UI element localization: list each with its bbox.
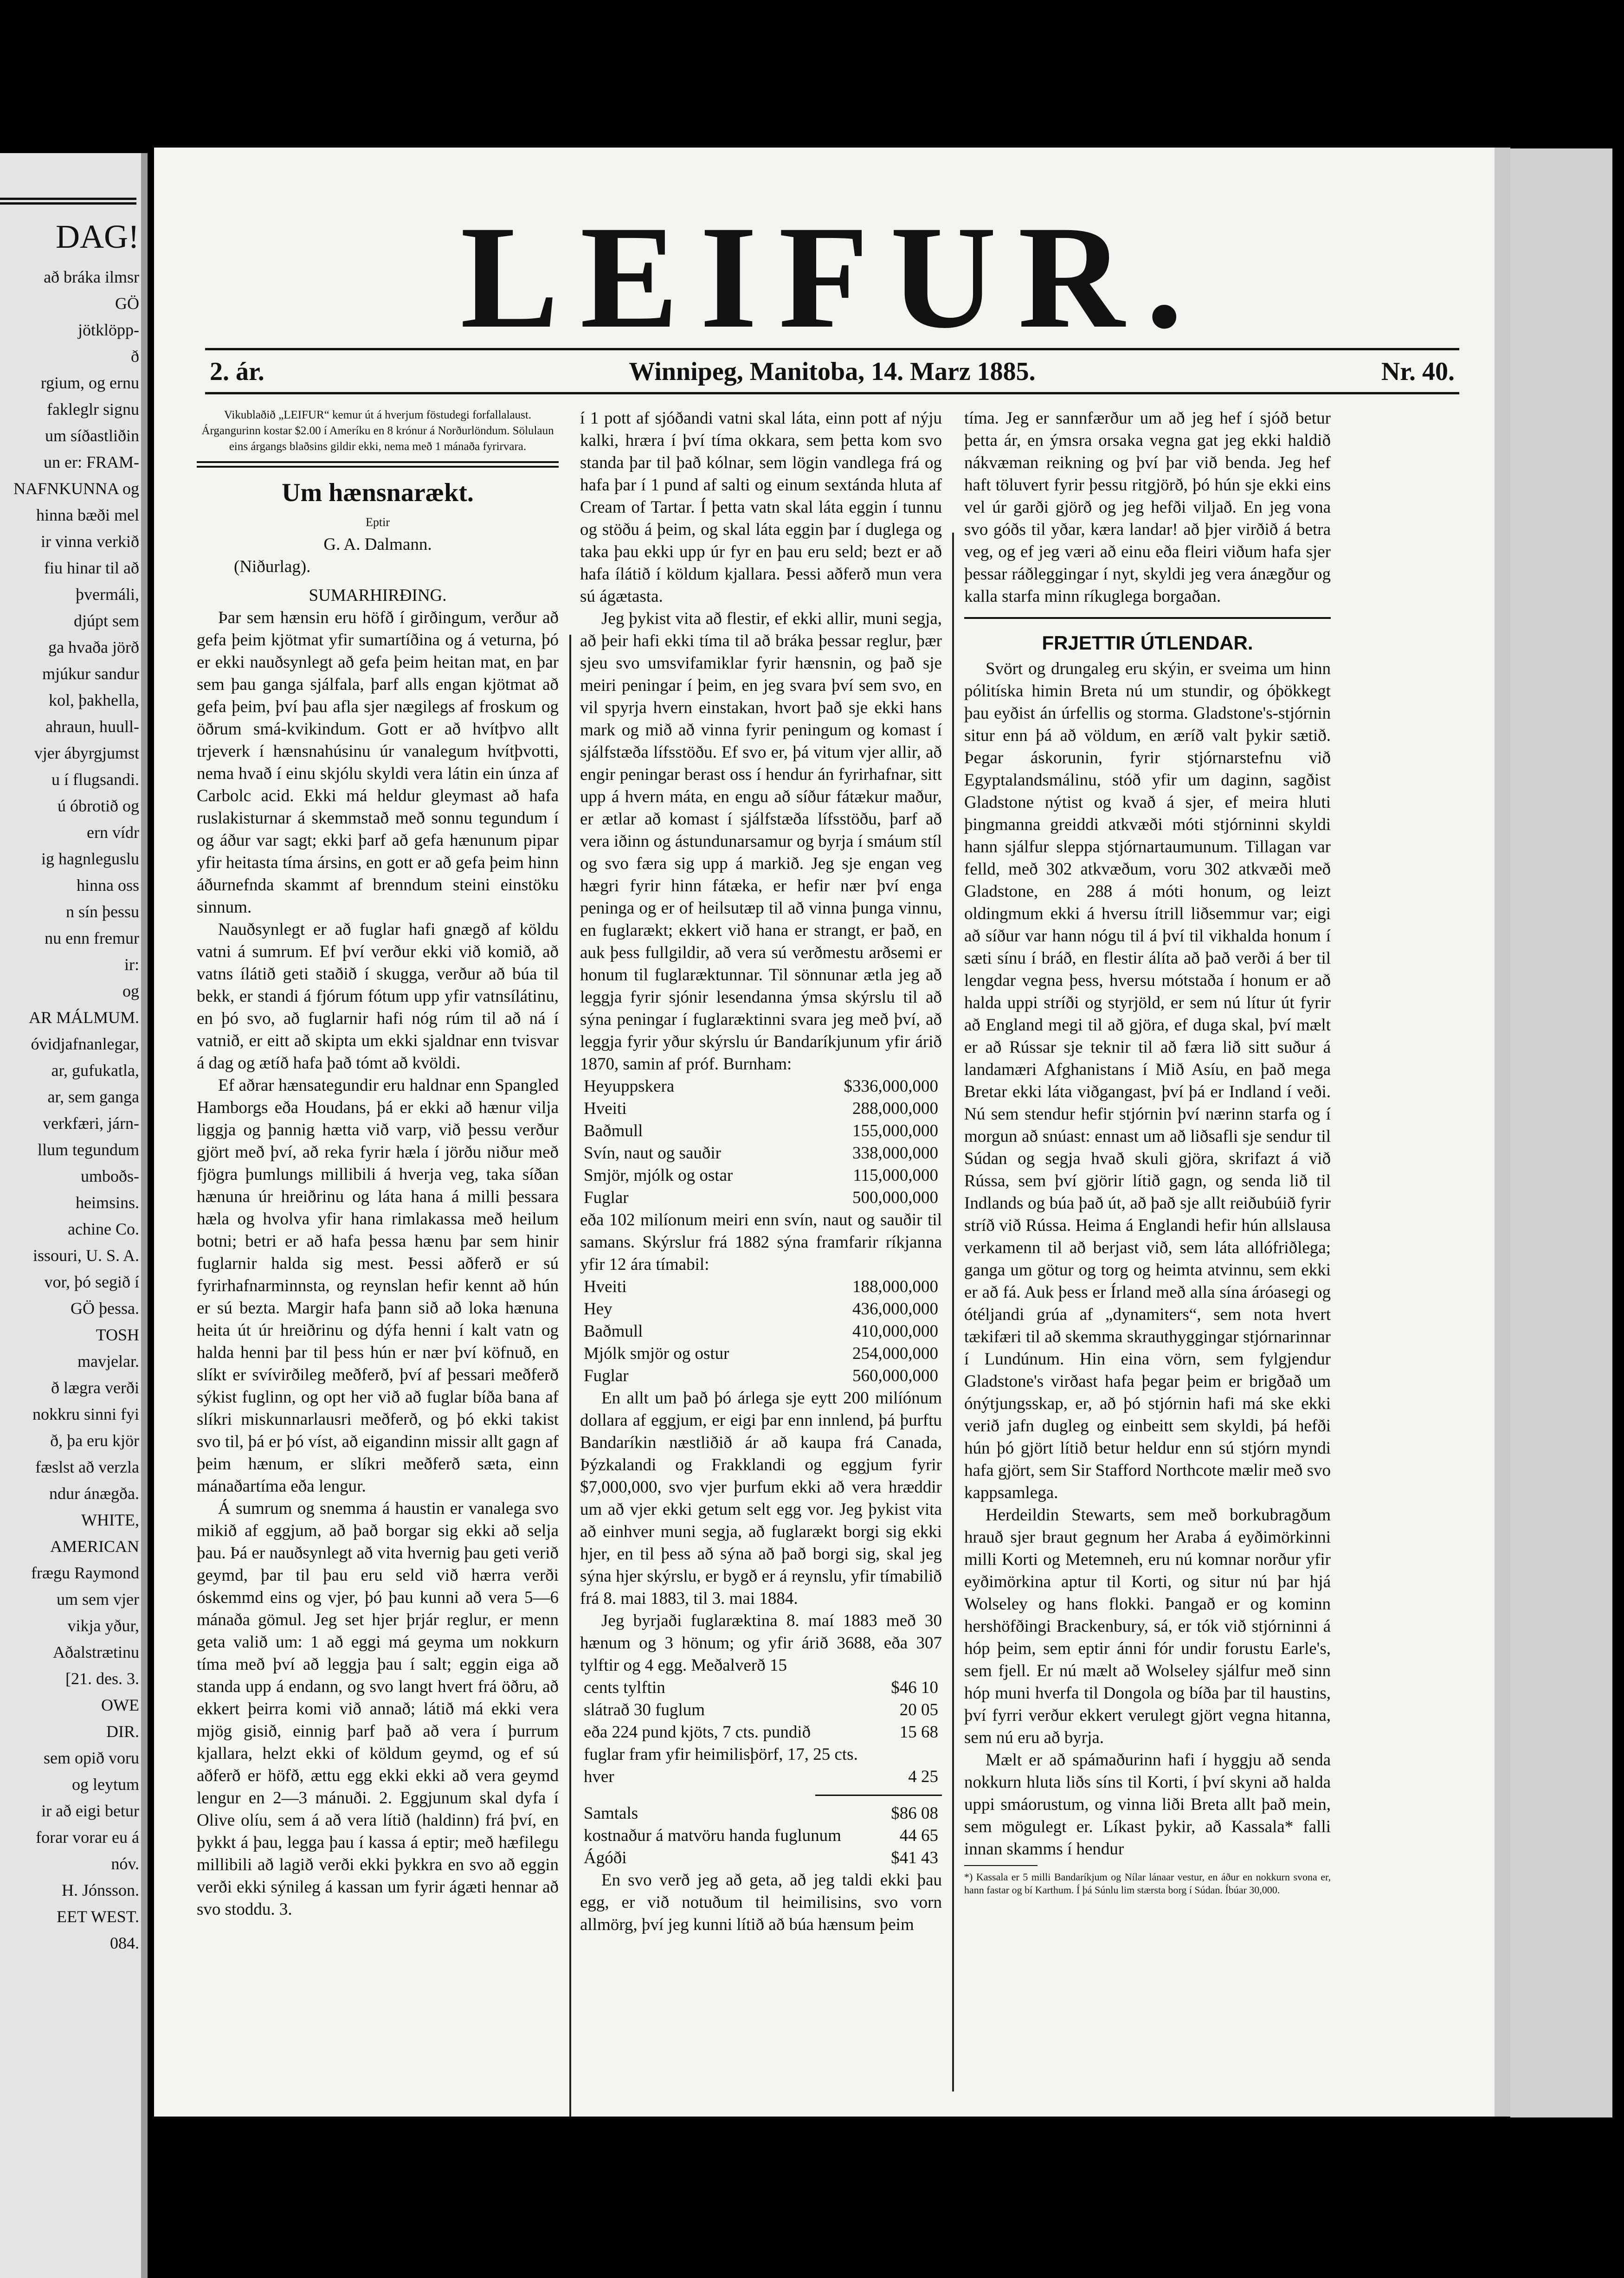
row-value: 44 65: [899, 1826, 938, 1845]
row-label: Hey: [584, 1300, 612, 1319]
page-fold: [141, 153, 148, 2278]
prev-page-line: verkfæri, járn-: [43, 1114, 139, 1133]
prev-page-line: ern vídr: [87, 823, 139, 842]
row-value: $46 10: [891, 1678, 938, 1697]
table-row: [580, 1142, 942, 1165]
prev-page-line: ð lægra verði: [51, 1378, 139, 1397]
row-value: 115,000,000: [853, 1166, 938, 1185]
table-row: [580, 1120, 942, 1142]
table-row: [580, 1320, 942, 1343]
rule: [0, 202, 136, 205]
prev-page-line: ndur ánægða.: [49, 1484, 139, 1503]
row-value: 254,000,000: [852, 1344, 938, 1363]
paragraph: En svo verð jeg að geta, að jeg taldi ekki þau egg, er við notuðum til heimilisins, svo vorn allmörg, því jeg kunni lítið að búa hænsum þeim: [580, 1871, 942, 1934]
prev-page-line: H. Jónsson.: [61, 1881, 139, 1899]
dateline-text: Winnipeg, Manitoba, 14. Marz 1885.: [629, 357, 1036, 386]
rule: [197, 461, 559, 463]
prev-page-line: ð, þa eru kjör: [50, 1431, 139, 1450]
prev-page-line: 084.: [110, 1934, 139, 1952]
row-label: Mjólk smjör og ostur: [584, 1344, 729, 1363]
row-label: Heyuppskera: [584, 1077, 675, 1096]
row-label: Smjör, mjólk og ostar: [584, 1166, 733, 1185]
prev-page-line: frægu Raymond: [31, 1564, 139, 1582]
prev-page-line: NAFNKUNNA og: [13, 479, 139, 498]
rule: [815, 1795, 942, 1796]
paragraph: Á sumrum og snemma á haustin er vanalega svo mikið af eggjum, að það borgar sig ekki að selja þau. Þá er nauðsynlegt að vita hvernig þau geti verið geymd, þar til þau eru seld við hærra verði óskemmd eins og vjer, þó þau kunni að vera 5—6 mánaða gömul. Jeg set hjer þrjár reglur, er menn geta valið um: 1 að eggi má geyma um nokkurn tíma með því að leggja þau í salt; eggin eiga að standa upp á endann, og svo langt hvert frá öðru, að ekkert þeirra komi við annað; látið má ekki vera mjög gisið, einnig þarf það að vera í þurrum kjallara, helzt ekki of köldum geymd, og ef sú aðferð er höfð, ættu egg ekki ekki að vera geymd lengur en 2—3 mánuði. 2. Eggjunum skal dyfa í Olive olíu, sem á að vera lítið (haldinn) frá því, en þykkt á þau, legga þau í kassa á eptir; með hæfilegu millibili að lagið verði ekki þykkra en svo að eggin verði ekki sýnileg á kassan um fyrir ágæti hennar að svo stoddu. 3.: [197, 1499, 559, 1919]
table-row: [580, 1343, 942, 1365]
prev-page-line: ig hagnleguslu: [41, 849, 139, 868]
row-value: 4 25: [908, 1767, 938, 1786]
row-label: Fuglar: [584, 1366, 629, 1385]
prev-page-line: um sem vjer: [57, 1590, 139, 1609]
prev-page-line: issouri, U. S. A.: [32, 1246, 139, 1265]
table-row: [580, 1847, 942, 1869]
row-value: 500,000,000: [852, 1188, 938, 1207]
paragraph: í 1 pott af sjóðandi vatni skal láta, einn pott af nýju kalki, hræra í því tíma okkara, sem þetta kom svo standa þar til það kólnar, sem lögin vandlega frá og hafa þar í 1 pund af salti og einum sextánda hluta af Cream of Tartar. Í þetta vatn skal láta eggin í tunnu og stöðu á þeim, og skal láta eggin þar í duglega og taka þau ekki upp úr fyr en þau eru seld; bezt er að hafa ílátið í köldum kjallara. Þessi aðferð mun vera sú ágætasta.: [580, 409, 942, 606]
subheading: SUMARHIRÐING.: [309, 586, 447, 605]
prev-page-line: DIR.: [106, 1722, 139, 1741]
byline-pre: Eptir: [366, 515, 390, 529]
production-table-1882: [580, 1276, 942, 1387]
prev-page-line: OWE: [101, 1696, 139, 1714]
table-row: [580, 1298, 942, 1320]
prev-page-line: vikja yður,: [67, 1616, 139, 1635]
prev-page-line: fæslst að verzla: [35, 1458, 139, 1476]
prev-page-line: fiu hinar til að: [44, 559, 139, 577]
totals-table: [580, 1802, 942, 1869]
row-label: cents tylftin: [584, 1678, 665, 1697]
prev-page-line: AR MÁLMUM.: [28, 1008, 139, 1027]
prev-page-line: heimsins.: [75, 1193, 139, 1212]
prev-page-line: ar, sem ganga: [47, 1088, 139, 1106]
row-label: Fuglar: [584, 1188, 629, 1207]
issue-number: Nr. 40.: [1381, 357, 1455, 386]
prev-page-line: GÖ þessa.: [71, 1299, 139, 1318]
table-row: [580, 1677, 942, 1699]
prev-page-line: nokkru sinni fyi: [32, 1405, 139, 1423]
row-label: Ágóði: [584, 1848, 627, 1867]
column-3: [964, 407, 1331, 1897]
table-row: [580, 1276, 942, 1298]
row-label: Baðmull: [584, 1121, 643, 1140]
prev-page-line: kol, þakhella,: [49, 691, 139, 709]
row-value: $41 43: [891, 1848, 938, 1867]
previous-page-fragment: [0, 153, 148, 2278]
rule: [197, 466, 559, 468]
prev-page-line: hinna oss: [77, 876, 139, 894]
paragraph: Nauðsynlegt er að fuglar hafi gnægð af köldu vatni á sumrum. Ef því verður ekki við komið, að vatns ílátið geti staðið í skugga, verður að búa til bekk, er standi á fjórum fótum upp yfir vatnsílátinu, en þó svo, að fuglarnir hafi nóg rúm til að ná í vatnið, er eitt að skipta um ekki sjaldnar enn tvisvar á dag og ætíð hafa það tómt að kvöldi.: [197, 920, 559, 1073]
paragraph: Jeg þykist vita að flestir, ef ekki allir, muni segja, að þeir hafi ekki tíma til að bráka þessar reglur, þær sjeu svo umsvifamiklar fyrir hænsnin, og það sje meiri peningar í þeim, en jeg svara því sem svo, en vil spyrja hvern einstakan, hvort það sje ekki hans mark og mið að vinna fyrir peningum og komast í sjálfstæða lífsstöðu. Ef svo er, þá vitum vjer allir, að engir peningar berast oss í hendur án fyrirhafnar, sitt upp á hvern máta, en engu að síður fátækur maður, er ætlar að komast í sjálfstæða lífsstöðu, þarf að vera iðinn og ástundunarsamur og byrja í smáum stíl og svo færa sig upp á markið. Jeg sje engan veg hægri fyrir hinn fátæka, er hefir nær því enga peninga og er of heilsutæp til að vinna þunga vinnu, en fuglarækt; ekkert við hana er strangt, er það, en auk þess fullgildir, að vera sú verðmestu arðsemi er honum til fuglaræktunnar. Til sönnunar ætla jeg að leggja fyrir sjónir lesendanna ýmsa skýrslu til að sýna peningar í fuglaræktinni svara jeg með því, að leggja fyrir yður skýrslu úr Bandaríkjunum yfir árið 1870, samin af próf. Burnham:: [580, 609, 942, 1074]
row-label: Svín, naut og sauðir: [584, 1144, 721, 1163]
subscription-note: Vikublaðið „LEIFUR“ kemur út á hverjum föstudegi forfallalaust. Árgangurinn kostar $2.00 í Ameríku en 8 krónur á Norðurlöndum. Sölulaun eins árgangs blaðsins gildir ekki, nema með 1 mánaða fyrirvara.: [201, 409, 554, 453]
prev-page-line: þvermáli,: [76, 585, 139, 604]
rule: [964, 1865, 1038, 1866]
continuation-note: (Niðurlag).: [234, 557, 311, 576]
footnote: *) Kassala er 5 milli Bandaríkjum og Nílar lánaar vestur, en áður en nokkurn svona er, hann fastar og bí Karthum. Í þá Súnlu lim stærsta borg í Súdan. Íbúar 30,000.: [964, 1871, 1331, 1896]
volume-label: 2. ár.: [210, 357, 264, 386]
prev-page-line: og leytum: [72, 1775, 139, 1794]
paragraph: Þar sem hænsin eru höfð í girðingum, verður að gefa þeim kjötmat yfir sumartíðina og á veturna, þó er ekki nauðsynlegt að gefa þeim heitan mat, en þar sem þau ganga sjálfala, þarf alls engan kjötmat að gefa þeim, því þau afla sjer nægilegs af froskum og öðrum smá-kvikindum. Gott er að hvítþvo allt trjeverk í hænsnahúsinu úr vanalegum hvítþvotti, nema hvað í einu skjólu skyldi vera látin ein únza af Carbolc acid. Ekki má heldur gleymast að hafa ruslakisturnar á skemmstað með sonnu tegundum í og áður var sagt; ekki þarf að gefa hænunum pipar yfir heitasta tíma ársins, en gott er að gefa þeim hinn áðurnefnda skammt af brenndum steini einstöku sinnum.: [197, 608, 559, 917]
masthead-title: LEIFUR.: [460, 195, 1204, 359]
ledger-table: [580, 1677, 942, 1788]
row-label: hver: [584, 1767, 614, 1786]
table-row: [580, 1165, 942, 1187]
row-label: fuglar fram yfir heimilisþörf, 17, 25 cts.: [584, 1745, 858, 1764]
production-table-1870: [580, 1075, 942, 1209]
prev-page-line: ar, gufukatla,: [51, 1061, 139, 1080]
prev-page-line: djúpt sem: [74, 611, 139, 630]
row-value: 188,000,000: [852, 1277, 938, 1296]
author: G. A. Dalmann.: [323, 535, 432, 554]
paragraph: tíma. Jeg er sannfærður um að jeg hef í sjóð betur þetta ár, en ýmsra orsaka vegna gat jeg ekki haldið nákvæman reikning og því þar við benda. Jeg hef haft töluvert fyrir þessu ritgjörð, þó hún sje ekki eins vel úr garði gjörð og jeg hefði viljað. En jeg vona svo góðs til yðar, kæra landar! að þjer virðið á betra veg, og ef jeg væri að einu eða fleiri viðum hafa sjer þessar ráðleggingar í nyt, skyldi jeg vera ánægður og kalla starfa minn ríkuglega borgaðan.: [964, 409, 1331, 606]
article-heading: Um hænsnarækt.: [282, 478, 474, 507]
prev-page-line: vor, þó segið í: [44, 1273, 139, 1291]
prev-page-line: ú óbrotið og: [58, 797, 139, 815]
prev-page-line: og: [122, 982, 139, 1000]
rule: [0, 198, 136, 200]
table-row: [580, 1825, 942, 1847]
scanner-margin: [1510, 148, 1612, 2117]
table-row: [580, 1744, 942, 1766]
table-row: [580, 1075, 942, 1098]
prev-page-line: ð: [131, 347, 139, 366]
prev-page-line: nu enn fremur: [45, 929, 139, 947]
table-row: [580, 1721, 942, 1744]
prev-page-line: GÖ: [115, 294, 139, 313]
prev-page-line: llum tegundum: [38, 1140, 139, 1159]
prev-page-line: ir vinna verkið: [41, 532, 139, 551]
paragraph: eða 102 milíonum meiri enn svín, naut og sauðir til samans. Skýrslur frá 1882 sýna framfarir ríkjanna yfir 12 ára tímabil:: [580, 1210, 942, 1274]
paragraph: Jeg byrjaði fuglaræktina 8. maí 1883 með 30 hænum og 3 hönum; og yfir árið 3688, eða 307 tylftir og 4 egg. Meðalverð 15: [580, 1611, 942, 1675]
prev-page-line: fakleglr signu: [47, 400, 139, 418]
paragraph: En allt um það þó árlega sje eytt 200 milíónum dollara af eggjum, er eigi þar enn innlend, þá þurftu Bandaríkin næstliðið ár að kaupa frá Canada, Þýzkalandi og Frakklandi og eggjum fyrir $7,000,000, svo vjer þurfum ekki að vera hræddir um að vjer ekki getum selt egg vor. Jeg þykist vita að einhver muni segja, að fuglarækt borgi sig ekki hjer, en til þess að sýna að það borgi sig, skal jeg sýna hjer skýrslu, er bygð er á reynslu, yfir tímabilið frá 8. mai 1883, til 3. mai 1884.: [580, 1389, 942, 1608]
row-label: Baðmull: [584, 1322, 643, 1341]
prev-page-line: um síðastliðin: [45, 426, 139, 445]
table-row: [580, 1766, 942, 1788]
row-label: Hveiti: [584, 1099, 627, 1118]
prev-page-line: achine Co.: [68, 1220, 139, 1238]
newspaper-page: [154, 148, 1510, 2117]
row-label: eða 224 pund kjöts, 7 cts. pundið: [584, 1723, 811, 1742]
rule: [964, 617, 1331, 619]
prev-page-line: nóv.: [111, 1854, 139, 1873]
paragraph: Svört og drungaleg eru skýin, er sveima um hinn pólitíska himin Breta nú um stundir, og óþökkegt þau eyðist án úrfellis og storma. Gladstone's-stjórnin situr enn þá að völdum, en æríð valt þykir sætið. Þegar áskorunin, fyrir stjórnarstefnu við Egyptalandsmálinu, stóð yfir um daginn, sagðist Gladstone nýtist og kvað á sjer, ef meira hluti þingmanna greiddi atkvæði móti stjórninni skyldi hann sjálfur sleppa stjórnartaumunum. Tillagan var felld, með 302 atkvæðum, voru 302 atkvæði með Gladstone, en 288 á móti honum, og leizt oldingmum ekki á hversu ítrill liðsemmur var; eigi að síður var hann nógu til á því til vikhalda honum í sæti sínu í bráð, en flestir álíta að það verði á ber til lengdar vegna þess, hversu mótstaða í honum er að halda uppi stríði og styrjöld, er sem nú lítur út fyrir að England megi til að gjöra, ef duga skal, því mælt er að Rússar sje teknir til að færa lið sitt suður á landamæri Afghanistans í Mið Asíu, en það mega Bretar ekki láta viðgangast, því þá er Indland í veði. Nú sem stendur hefir stjórnin því nærinn starfa og í morgun að snúast: ennast um að liðsafli sje sendur til Súdan og segja hvað skuli gjöra, skrifazt á við Rússa, sem því gjörir lítið gagn, og senda lið til Indlands og búa það út, að það sje allt reiðubúið fyrir stríð við Rússa. Heima á Englandi hefir hún allslausa verkamenn til að berjast við, sem láta allófriðlega; ganga um götur og torg og heimta atvinnu, sem ekki er að fá. Auk þess er Írland með alla sína áróasegi og ótéljandi grúa af „dynamiters“, sem nota hvert tækifæri til að skemma skrauthyggingar stjórnarinnar í Lundúnum. Hin eina vörn, sem fylgjendur Gladstone's virðast hafa þegar þeim er brigðað um ónýtjungsskap, er, að þó stjórnin hafi má ske ekki verið jafn dugleg og einbeitt sem skyldi, þá hefði hún þó gjört lítið betur heldur enn sú stjórn myndi hafa gjört, sem Sir Stafford Northcote mælir með svo kappsamlega.: [964, 659, 1331, 1502]
prev-page-heading: DAG!: [56, 218, 139, 255]
prev-page-line: Aðalstrætinu: [53, 1643, 139, 1661]
row-value: [883, 1744, 942, 1766]
row-value: $336,000,000: [844, 1077, 938, 1096]
prev-page-line: vjer ábyrgjumst: [34, 744, 139, 762]
prev-page-line: jötklöpp-: [78, 321, 139, 339]
row-label: Samtals: [584, 1804, 638, 1823]
prev-page-line: ga hvaða jörð: [48, 638, 139, 656]
prev-page-line: ir að eigi betur: [41, 1802, 139, 1820]
row-value: 436,000,000: [852, 1300, 938, 1319]
row-value: $86 08: [891, 1804, 938, 1823]
prev-page-line: [21. des. 3.: [65, 1669, 139, 1688]
row-value: 560,000,000: [852, 1366, 938, 1385]
row-value: 15 68: [899, 1723, 938, 1742]
prev-page-line: að bráka ilmsr: [44, 268, 139, 286]
prev-page-line: hinna bæði mel: [36, 506, 139, 524]
table-row: [580, 1365, 942, 1387]
prev-page-line: u í flugsandi.: [52, 770, 139, 789]
prev-page-line: sem opið voru: [44, 1749, 139, 1767]
table-row: [580, 1802, 942, 1825]
column-2: [580, 407, 942, 1936]
dateline-bar: [205, 348, 1459, 394]
paragraph: Ef aðrar hænsategundir eru haldnar enn Spangled Hamborgs eða Houdans, þá er ekki að hænur vilja liggja og þannig hætta við varp, við þessu verður gjört með því, að reka fyrir hæla í jörðu niður með fjögra þumlungs millibili á hverja veg, taka síðan hænuna úr hreiðrinu og láta hana á milli þessara hæla og hvolva yfir hana rimlakassa með heilum botni; betri er að hafa þessa hænu þar sem hinir fuglarnir halda sig mest. Þessi aðferð er sú fyrirhafnarminnsta, og reynslan hefir kennt að hún er sú bezta. Margir hafa þann sið að loka hænuna heita út úr hreiðrinu og dýfa henni í kalt vatn og halda henni þar til þess hún er nær því köfnuð, en slíkt er svívirðileg meðferð, því af þessari meðferð sýkist fuglinn, og opt her við að fuglar bíða bana af slíkri miskunnarlausri meðferð, og þó ekki takist svo til, þá er þó víst, að eigandinn missir allt gagn af þeim hænum, er slíkri meðferð sæta, einn mánaðartíma eða lengur.: [197, 1076, 559, 1496]
prev-page-line: ir:: [124, 955, 139, 974]
row-value: 288,000,000: [852, 1099, 938, 1118]
row-label: slátrað 30 fuglum: [584, 1700, 705, 1719]
column-rule: [952, 533, 954, 2091]
prev-page-line: WHITE,: [81, 1511, 139, 1529]
column-rule: [569, 635, 571, 2117]
prev-page-line: óvidjafnanlegar,: [31, 1035, 139, 1053]
page-shadow: [1495, 148, 1510, 2117]
prev-page-line: EET WEST.: [57, 1907, 139, 1926]
paragraph: Herdeildin Stewarts, sem með borkubragðum hrauð sjer braut gegnum her Araba á eyðimörkinni milli Korti og Metemneh, eru nú komnar norður yfir eyðimörkina aptur til Korti, og situr nú þar hjá Wolseley og hans flokki. Þangað er og kominn hershöfðingi Brackenbury, sá, er tók við stjórninni á hóp þeim, sem eptir ánni fór undir forustu Earle's, sem fjell. Er nú mælt að Wolseley sjálfur með sinn hóp muni hverfa til Dongola og bíða þar til haustins, því fyrri verður ekkert verulegt gjört vegna hitanna, sem nú eru að byrja.: [964, 1506, 1331, 1747]
table-row: [580, 1187, 942, 1209]
row-value: 20 05: [899, 1700, 938, 1719]
prev-page-line: mjúkur sandur: [42, 664, 139, 683]
column-1: [197, 407, 559, 1921]
prev-page-line: TOSH: [96, 1326, 139, 1344]
row-label: Hveiti: [584, 1277, 627, 1296]
prev-page-line: AMERICAN: [50, 1537, 139, 1556]
row-label: kostnaður á matvöru handa fuglunum: [584, 1826, 841, 1845]
prev-page-line: umboðs-: [81, 1167, 139, 1185]
prev-page-line: forar vorar eu á: [36, 1828, 139, 1847]
prev-page-line: mavjelar.: [77, 1352, 139, 1371]
row-value: 410,000,000: [852, 1322, 938, 1341]
row-value: 338,000,000: [852, 1144, 938, 1163]
prev-page-line: un er: FRAM-: [44, 453, 139, 471]
prev-page-line: n sín þessu: [65, 902, 139, 921]
prev-page-line: ahraun, huull-: [45, 717, 139, 736]
prev-page-line: rgium, og ernu: [40, 373, 139, 392]
section-heading: FRJETTIR ÚTLENDAR.: [1042, 632, 1253, 654]
row-value: 155,000,000: [852, 1121, 938, 1140]
table-row: [580, 1699, 942, 1721]
table-row: [580, 1098, 942, 1120]
paragraph: Mælt er að spámaðurinn hafi í hyggju að senda nokkurn hluta liðs síns til Korti, í því skyni að halda uppi smáorustum, og vinna liði Breta allt það mein, sem mögulegt er. Líkast þykir, að Kassala* falli innan skamms í hendur: [964, 1750, 1331, 1859]
